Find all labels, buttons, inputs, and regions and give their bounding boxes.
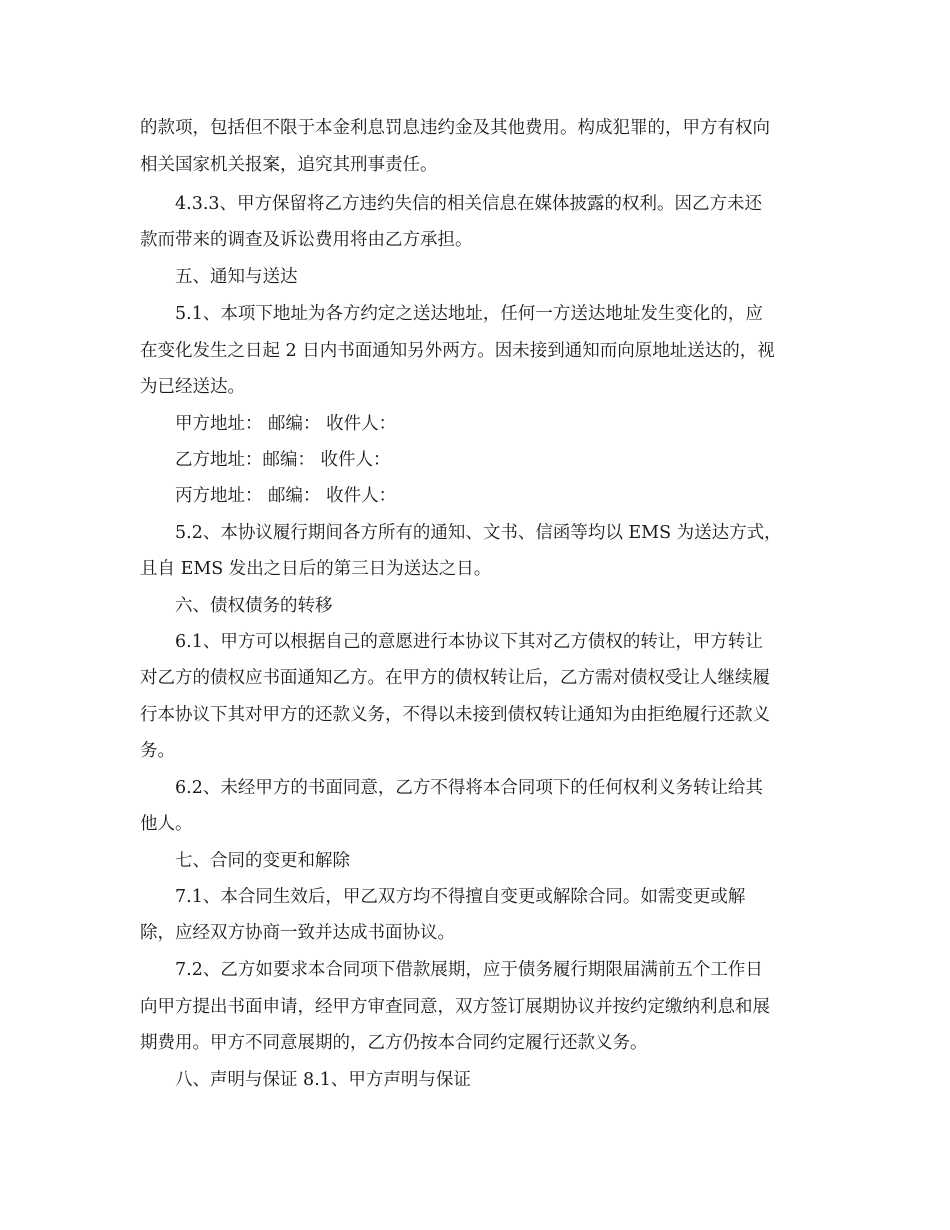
text-line: 6.1、甲方可以根据自己的意愿进行本协议下其对乙方债权的转让，甲方转让 [175,632,763,652]
text-line: 6.2、未经甲方的书面同意，乙方不得将本合同项下的任何权利义务转让给其 [175,778,763,798]
text-line: 的款项，包括但不限于本金利息罚息违约金及其他费用。构成犯罪的，甲方有权向 [140,118,770,138]
text-line: 4.3.3、甲方保留将乙方违约失信的相关信息在媒体披露的权利。因乙方未还 [175,194,763,214]
section-heading: 八、声明与保证 8.1、甲方声明与保证 [175,1070,471,1090]
text-line: 相关国家机关报案，追究其刑事责任。 [140,155,438,175]
section-heading: 七、合同的变更和解除 [175,851,350,871]
text-line: 他人。 [140,814,193,834]
text-line: 为已经送达。 [140,377,245,397]
text-line: 向甲方提出书面申请，经甲方审查同意，双方签订展期协议并按约定缴纳利息和展 [140,997,770,1017]
text-line: 务。 [140,741,175,761]
address-line: 乙方地址：邮编： 收件人： [175,450,391,470]
text-line: 行本协议下其对甲方的还款义务，不得以未接到债权转让通知为由拒绝履行还款义 [140,705,770,725]
section-heading: 五、通知与送达 [175,267,298,287]
section-heading: 六、债权债务的转移 [175,596,333,616]
text-line: 7.1、本合同生效后，甲乙双方均不得擅自变更或解除合同。如需变更或解 [175,887,746,907]
text-line: 除，应经双方协商一致并达成书面协议。 [140,923,455,943]
address-line: 丙方地址： 邮编： 收件人： [175,486,397,506]
text-line: 5.2、本协议履行期间各方所有的通知、文书、信函等均以 EMS 为送达方式， [175,523,782,543]
text-line: 对乙方的债权应书面通知乙方。在甲方的债权转让后，乙方需对债权受让人继续履 [140,668,770,688]
text-line: 5.1、本项下地址为各方约定之送达地址，任何一方送达地址发生变化的，应 [175,304,763,324]
text-line: 款而带来的调查及诉讼费用将由乙方承担。 [140,230,473,250]
address-line: 甲方地址： 邮编： 收件人： [175,414,397,434]
text-line: 且自 EMS 发出之日后的第三日为送达之日。 [140,559,492,579]
text-line: 7.2、乙方如要求本合同项下借款展期，应于债务履行期限届满前五个工作日 [175,960,763,980]
text-line: 在变化发生之日起 2 日内书面通知另外两方。因未接到通知而向原地址送达的，视 [140,341,775,361]
text-line: 期费用。甲方不同意展期的，乙方仍按本合同约定履行还款义务。 [140,1033,648,1053]
